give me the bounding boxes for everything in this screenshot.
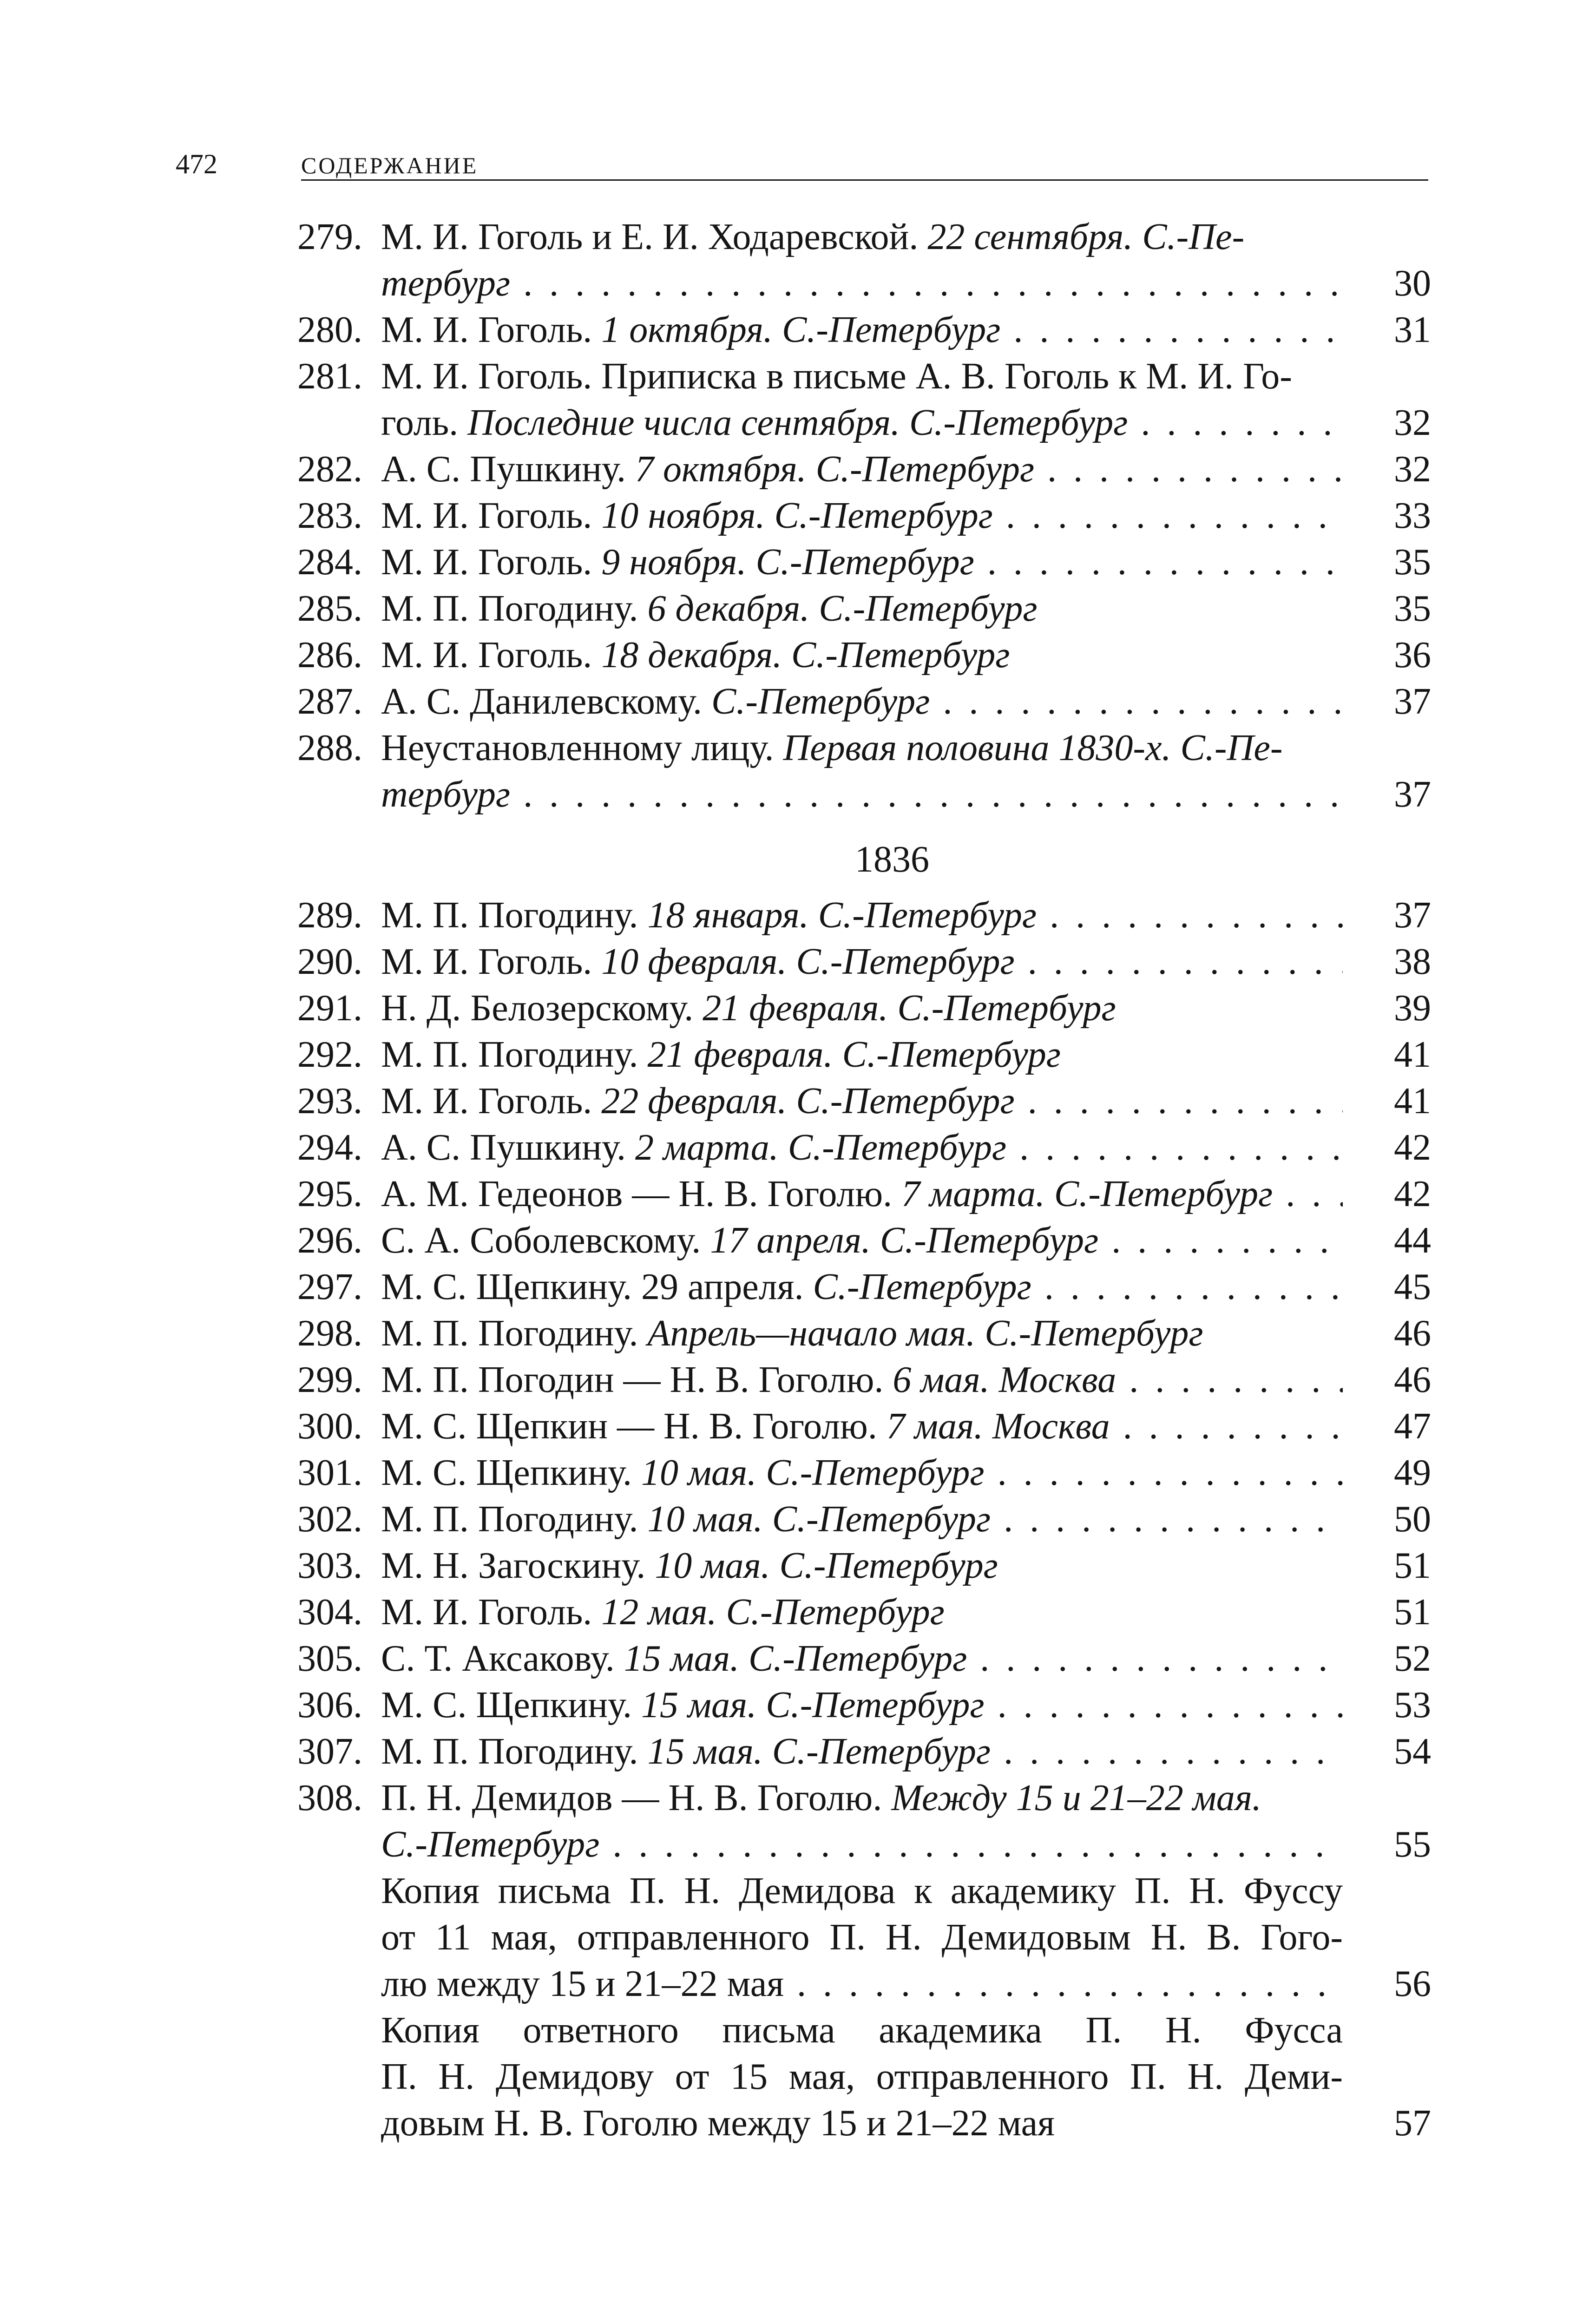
entry-addressee: М. И. Гоголь. Приписка в письме А. В. Гоголь к М. И. Го- [381, 356, 1292, 397]
entry-date-place: 18 декабря. С.-Петербург [601, 635, 1010, 676]
entry-page-number: 45 [1343, 1264, 1431, 1310]
entry-date-place: С.-Петербург [813, 1266, 1031, 1307]
entry-page-number: 56 [1394, 1963, 1431, 2004]
entry-addressee: М. И. Гоголь. [381, 309, 602, 350]
entry-page-number: 32 [1343, 446, 1431, 492]
sub-entry-line: лю между 15 и 21–22 мая . . . [381, 1961, 1343, 2007]
entry-number: 280. [297, 309, 362, 350]
toc-entry [297, 1775, 1431, 1868]
entry-number: 284. [297, 542, 362, 583]
entry-number: 303. [297, 1545, 362, 1586]
entry-page-number: 41 [1343, 1078, 1431, 1124]
entry-addressee: М. И. Гоголь. [381, 1592, 602, 1633]
toc-list-1836 [297, 892, 1431, 1868]
entry-title-line [381, 1357, 1343, 1403]
entry-number: 292. [297, 1034, 362, 1075]
toc-entry [297, 632, 1431, 678]
entry-addressee: А. С. Данилевскому. [381, 681, 711, 722]
entry-number: 301. [297, 1452, 362, 1493]
entry-number: 305. [297, 1638, 362, 1679]
entry-page-number: 30 [1343, 260, 1431, 307]
entry-date-place: 7 марта. С.-Петербург [901, 1174, 1273, 1214]
section-title: СОДЕРЖАНИЕ [301, 152, 479, 178]
entry-date-place: С.-Петербург [381, 1824, 600, 1865]
entry-addressee: С. Т. Аксакову. [381, 1638, 624, 1679]
sub-entry-line: Копия письма П. Н. Демидова к академику П. Н. Фуссу [381, 1870, 1343, 1911]
entry-title-line [381, 1775, 1343, 1821]
entry-addressee: Н. Д. Белозерскому. [381, 988, 703, 1029]
entry-page-number: 36 [1343, 632, 1431, 678]
entry-page-number: 42 [1343, 1124, 1431, 1171]
toc-entry [297, 1031, 1431, 1078]
entry-title-line [381, 1635, 1343, 1682]
toc-entry [297, 1682, 1431, 1728]
entry-date-place: 12 мая. С.-Петербург [601, 1592, 945, 1633]
sub-entry-line: Копия ответного письма академика П. Н. Фусса [381, 2010, 1343, 2051]
entry-number: 306. [297, 1685, 362, 1726]
header-rule [301, 179, 1428, 181]
entry-number: 295. [297, 1174, 362, 1214]
entry-date-place: 10 мая. С.-Петербург [655, 1545, 998, 1586]
entry-page-number: 33 [1343, 492, 1431, 539]
entry-date-place: тербург [381, 263, 511, 304]
entry-title-line [381, 1496, 1343, 1542]
entry-addressee: М. С. Щепкин — Н. В. Гоголю. [381, 1406, 887, 1447]
toc-entry [297, 1635, 1431, 1682]
entry-page-number: 31 [1343, 307, 1431, 353]
entry-date-place: 18 января. С.-Петербург [647, 895, 1037, 936]
sub-entry-line: от 11 мая, отправленного П. Н. Демидовым Н. В. Гого- [381, 1917, 1343, 1958]
entry-number: 283. [297, 495, 362, 536]
entry-addressee: М. И. Гоголь и Е. И. Ходаревской. [381, 217, 928, 257]
entry-title-line [381, 353, 1343, 400]
entry-number: 296. [297, 1220, 362, 1261]
entry-number: 294. [297, 1127, 362, 1168]
entry-title-line [381, 1078, 1343, 1124]
entry-title-line [381, 1450, 1343, 1496]
entry-number: 297. [297, 1266, 362, 1307]
entry-date-place: 6 декабря. С.-Петербург [647, 588, 1038, 629]
entry-title-line [381, 539, 1343, 585]
toc-entry [297, 446, 1431, 492]
entry-page-number: 35 [1343, 585, 1431, 632]
entry-date-place: 10 ноября. С.-Петербург [601, 495, 993, 536]
entry-title-line [381, 771, 1343, 818]
entry-date-place: 10 мая. С.-Петербург [641, 1452, 985, 1493]
entry-addressee: М. П. Погодину. [381, 895, 648, 936]
entry-title-line [381, 1171, 1343, 1217]
entry-date-place: 7 мая. Москва [886, 1406, 1110, 1447]
toc-entry [297, 585, 1431, 632]
entry-addressee: А. М. Гедеонов — Н. В. Гоголю. [381, 1174, 902, 1214]
entry-addressee: М. С. Щепкину. [381, 1685, 641, 1726]
entry-date-place: 17 апреля. С.-Петербург [710, 1220, 1099, 1261]
toc-entry [297, 725, 1431, 818]
entry-page-number: 37 [1343, 771, 1431, 818]
entry-page-number: 53 [1343, 1682, 1431, 1728]
entry-date-place: 15 мая. С.-Петербург [641, 1685, 985, 1726]
entry-page-number: 37 [1343, 678, 1431, 725]
page-number: 472 [176, 149, 217, 179]
entry-number: 286. [297, 635, 362, 676]
entry-addressee: М. И. Гоголь. [381, 542, 602, 583]
entry-number: 299. [297, 1359, 362, 1400]
entry-title-line [381, 1682, 1343, 1728]
entry-addressee: М. С. Щепкину. 29 апреля. [381, 1266, 813, 1307]
toc-entry [297, 1589, 1431, 1635]
entry-title-line [381, 492, 1343, 539]
entry-title-line [381, 1403, 1343, 1450]
toc-sub-entry [297, 1868, 1431, 2007]
entry-page-number: 42 [1343, 1171, 1431, 1217]
toc-entry [297, 1450, 1431, 1496]
sub-entry-line: П. Н. Демидову от 15 мая, отправленного П. Н. Деми- [381, 2056, 1343, 2097]
entry-addressee: П. Н. Демидов — Н. В. Гоголю. [381, 1778, 892, 1818]
entry-title-line [381, 400, 1343, 446]
sub-entry-line: довым Н. В. Гоголю между 15 и 21–22 мая [381, 2103, 1055, 2144]
entry-number: 288. [297, 728, 362, 768]
toc-entry [297, 1403, 1431, 1450]
entry-title-line [381, 1031, 1343, 1078]
entry-title-line [381, 1589, 1343, 1635]
entry-title-line [381, 725, 1343, 771]
entry-page-number: 49 [1343, 1450, 1431, 1496]
entry-date-place: 2 марта. С.-Петербург [635, 1127, 1007, 1168]
entry-date-place: 22 февраля. С.-Петербург [601, 1081, 1015, 1122]
entry-date-place: 21 февраля. С.-Петербург [647, 1034, 1061, 1075]
entry-addressee: М. П. Погодину. [381, 1313, 648, 1354]
entry-title-line [381, 1821, 1343, 1868]
entry-date-place: 7 октября. С.-Петербург [635, 449, 1035, 490]
entry-page-number: 32 [1343, 400, 1431, 446]
entry-page-number: 55 [1343, 1821, 1431, 1868]
entry-title-line [381, 985, 1343, 1031]
entry-addressee: М. Н. Загоскину. [381, 1545, 655, 1586]
toc-entry [297, 1217, 1431, 1264]
toc-entry [297, 214, 1431, 307]
toc-entry [297, 892, 1431, 938]
entry-number: 302. [297, 1499, 362, 1540]
entry-title-line [381, 892, 1343, 938]
entry-date-place: 1 октября. С.-Петербург [601, 309, 1001, 350]
toc-entry [297, 307, 1431, 353]
entry-addressee: М. И. Гоголь. [381, 495, 602, 536]
entry-date-place: 21 февраля. С.-Петербург [703, 988, 1116, 1029]
entry-number: 287. [297, 681, 362, 722]
entry-number: 308. [297, 1778, 362, 1818]
entry-title-line [381, 260, 1343, 307]
entry-title-line [381, 1310, 1343, 1357]
toc-entry [297, 1264, 1431, 1310]
entry-addressee: А. С. Пушкину. [381, 1127, 635, 1168]
toc-entry [297, 938, 1431, 985]
entry-page-number: 46 [1343, 1357, 1431, 1403]
entry-page-number: 51 [1343, 1589, 1431, 1635]
entry-page-number: 39 [1343, 985, 1431, 1031]
entry-page-number: 35 [1343, 539, 1431, 585]
toc-sub-entry [297, 2007, 1431, 2146]
entry-addressee: М. С. Щепкину. [381, 1452, 641, 1493]
running-head [176, 139, 1428, 186]
entry-addressee: Неустановленному лицу. [381, 728, 783, 768]
entry-date-place: С.-Петербург [711, 681, 930, 722]
entry-addressee: М. И. Гоголь. [381, 941, 602, 982]
toc-entry [297, 1357, 1431, 1403]
entry-number: 304. [297, 1592, 362, 1633]
entry-addressee: М. П. Погодину. [381, 588, 648, 629]
entry-date-place: 15 мая. С.-Петербург [624, 1638, 967, 1679]
toc-entry [297, 1496, 1431, 1542]
entry-title-line [381, 1217, 1343, 1264]
entry-title-line [381, 214, 1343, 260]
entry-title-line [381, 446, 1343, 492]
entry-number: 279. [297, 217, 362, 257]
entry-page-number: 41 [1343, 1031, 1431, 1078]
entry-title-line [381, 1264, 1343, 1310]
entry-addressee: М. И. Гоголь. [381, 635, 602, 676]
entry-number: 291. [297, 988, 362, 1029]
table-of-contents [297, 214, 1431, 2146]
entry-title-line [381, 1728, 1343, 1775]
entry-number: 298. [297, 1313, 362, 1354]
toc-entry [297, 1171, 1431, 1217]
entry-date-place: 10 мая. С.-Петербург [647, 1499, 991, 1540]
entry-date-place: 6 мая. Москва [893, 1359, 1117, 1400]
entry-date-place: 22 сентября. С.-Пе- [927, 217, 1245, 257]
entry-title-line [381, 585, 1343, 632]
entry-date-place: Первая половина 1830-х. С.-Пе- [783, 728, 1283, 768]
entry-addressee: М. П. Погодину. [381, 1731, 648, 1772]
entry-date-place: Последние числа сентября. С.-Петербург [467, 402, 1128, 443]
entry-title-line [381, 307, 1343, 353]
entry-date-place: 9 ноября. С.-Петербург [601, 542, 974, 583]
entry-title-line [381, 678, 1343, 725]
entry-addressee: голь. [381, 402, 468, 443]
entry-page-number: 37 [1343, 892, 1431, 938]
toc-list-1835 [297, 214, 1431, 818]
entry-addressee: М. И. Гоголь. [381, 1081, 602, 1122]
entry-date-place: 10 февраля. С.-Петербург [601, 941, 1015, 982]
entry-page-number: 46 [1343, 1310, 1431, 1357]
toc-entry [297, 1728, 1431, 1775]
entry-date-place: тербург [381, 774, 511, 815]
entry-date-place: Апрель—начало мая. С.-Петербург [647, 1313, 1203, 1354]
entry-number: 293. [297, 1081, 362, 1122]
entry-title-line [381, 938, 1343, 985]
entry-number: 285. [297, 588, 362, 629]
toc-entry [297, 353, 1431, 446]
entry-page-number: 50 [1343, 1496, 1431, 1542]
entry-number: 289. [297, 895, 362, 936]
entry-number: 281. [297, 356, 362, 397]
toc-entry [297, 539, 1431, 585]
entry-page-number: 38 [1343, 938, 1431, 985]
toc-entry [297, 1078, 1431, 1124]
entry-addressee: С. А. Соболевскому. [381, 1220, 710, 1261]
toc-entry [297, 678, 1431, 725]
entry-title-line [381, 1124, 1343, 1171]
toc-sub-entries [297, 1868, 1431, 2146]
year-heading: 1836 [855, 839, 929, 880]
entry-number: 290. [297, 941, 362, 982]
entry-page-number: 57 [1394, 2103, 1431, 2144]
toc-entry [297, 1542, 1431, 1589]
toc-entry [297, 1310, 1431, 1357]
entry-page-number: 52 [1343, 1635, 1431, 1682]
entry-date-place: 15 мая. С.-Петербург [647, 1731, 991, 1772]
entry-addressee: М. П. Погодину. [381, 1034, 648, 1075]
toc-entry [297, 492, 1431, 539]
entry-page-number: 44 [1343, 1217, 1431, 1264]
entry-addressee: А. С. Пушкину. [381, 449, 635, 490]
entry-page-number: 51 [1343, 1542, 1431, 1589]
entry-number: 300. [297, 1406, 362, 1447]
entry-number: 307. [297, 1731, 362, 1772]
entry-date-place: Между 15 и 21–22 мая. [891, 1778, 1261, 1818]
entry-number: 282. [297, 449, 362, 490]
entry-page-number: 54 [1343, 1728, 1431, 1775]
entry-addressee: М. П. Погодину. [381, 1499, 648, 1540]
entry-page-number: 47 [1343, 1403, 1431, 1450]
entry-addressee: М. П. Погодин — Н. В. Гоголю. [381, 1359, 893, 1400]
entry-title-line [381, 632, 1343, 678]
toc-entry [297, 1124, 1431, 1171]
toc-entry [297, 985, 1431, 1031]
entry-title-line [381, 1542, 1343, 1589]
